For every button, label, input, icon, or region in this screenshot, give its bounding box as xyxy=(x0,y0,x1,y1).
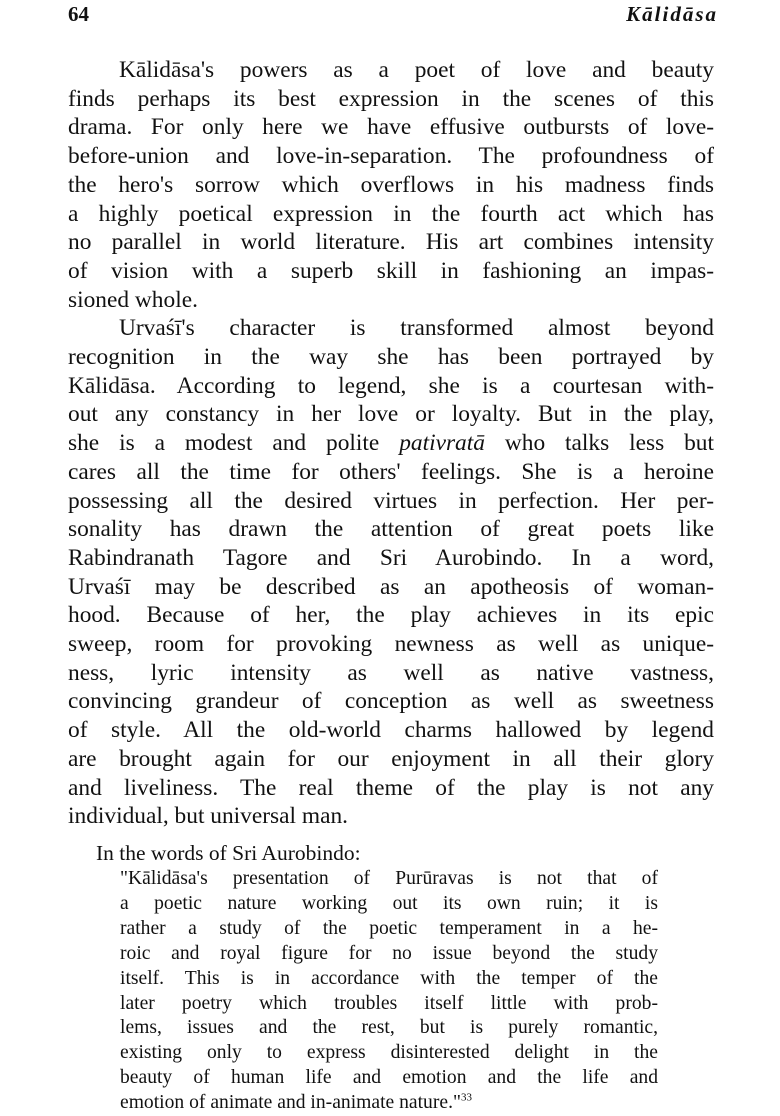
text-line: Rabindranath Tagore and Sri Aurobindo. In a word, xyxy=(68,544,714,571)
text-fragment: who talks less but xyxy=(484,430,714,457)
text-line: out any constancy in her love or loyalty. But in the play, xyxy=(68,401,714,428)
text-line: recognition in the way she has been portrayed by xyxy=(68,344,714,371)
quote-line: later poetry which troubles itself little with prob- xyxy=(120,992,658,1014)
running-head: Kālidāsa xyxy=(626,2,718,26)
text-line: are brought again for our enjoyment in all their glory xyxy=(68,745,714,772)
quote-last-line xyxy=(120,1091,658,1116)
quote-line: "Kālidāsa's presentation of Purūravas is not that of xyxy=(120,868,658,889)
text-line: Urvaśī's character is transformed almost beyond xyxy=(119,315,714,342)
text-fragment: she is a modest and polite xyxy=(68,430,400,457)
quote-line: lems, issues and the rest, but is purely romantic, xyxy=(120,1017,658,1039)
text-line: the hero's sorrow which overflows in his madness finds xyxy=(68,171,714,198)
quote-line: beauty of human life and emotion and the life and xyxy=(120,1067,658,1089)
page-header xyxy=(0,0,780,40)
text-line: no parallel in world literature. His art combines intensity xyxy=(68,229,714,256)
text-line: Urvaśī may be described as an apotheosis of woman- xyxy=(68,573,714,600)
text-line: individual, but universal man. xyxy=(68,803,348,830)
text-line: ness, lyric intensity as well as native vastness, xyxy=(68,659,714,686)
text-line: sweep, room for provoking newness as well as unique- xyxy=(68,631,714,658)
quote-line: itself. This is in accordance with the temper of the xyxy=(120,967,658,989)
text-line: of style. All the old-world charms hallowed by legend xyxy=(68,717,714,744)
quote-intro: In the words of Sri Aurobindo: xyxy=(96,841,361,865)
text-line: drama. For only here we have effusive outbursts of love- xyxy=(68,114,714,141)
quote-line: rather a study of the poetic temperament in a he- xyxy=(120,917,658,939)
text-line: sonality has drawn the attention of great poets like xyxy=(68,516,714,543)
paragraph-1 xyxy=(68,56,714,314)
text-line: and liveliness. The real theme of the play is not any xyxy=(68,774,714,801)
quote-line: a poetic nature working out its own ruin; it is xyxy=(120,892,658,914)
footnote-ref: 33 xyxy=(460,1091,472,1104)
paragraph-2 xyxy=(68,314,714,831)
page-number: 64 xyxy=(68,2,89,26)
text-line-with-italic xyxy=(68,429,714,458)
text-line: cares all the time for others' feelings. She is a heroine xyxy=(68,458,714,485)
quote-line: existing only to express disinterested delight in the xyxy=(120,1042,658,1064)
quote-line: roic and royal figure for no issue beyond the study xyxy=(120,942,658,964)
text-line: finds perhaps its best expression in the scenes of this xyxy=(68,85,714,112)
text-line: possessing all the desired virtues in perfection. Her per- xyxy=(68,487,714,514)
text-line: Kālidāsa's powers as a poet of love and beauty xyxy=(119,57,714,83)
text-line: sioned whole. xyxy=(68,286,198,313)
text-line: convincing grandeur of conception as well as sweetness xyxy=(68,688,714,715)
text-line: before-union and love-in-separation. The profoundness of xyxy=(68,143,714,170)
block-quote xyxy=(120,867,658,1116)
text-line: Kālidāsa. According to legend, she is a courtesan with- xyxy=(68,372,714,399)
text-line: a highly poetical expression in the fourth act which has xyxy=(68,200,714,227)
text-line: hood. Because of her, the play achieves in its epic xyxy=(68,602,714,629)
text-line: of vision with a superb skill in fashioning an impas- xyxy=(68,257,714,284)
italic-term: pativratā xyxy=(399,430,485,457)
quote-line-text: emotion of animate and in-animate nature." xyxy=(120,1092,461,1114)
body-text xyxy=(68,56,714,831)
